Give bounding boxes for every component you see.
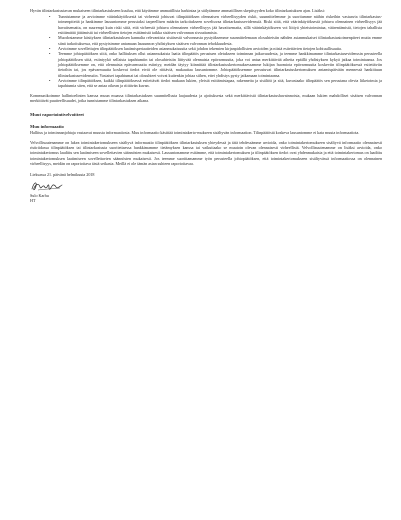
signature-date: Lieksassa 21. päivänä helmikuuta 2018: [30, 172, 95, 178]
list-item: • Muodostamme käsityksen tilintarkastuksen kannalta relevantista sisäisestä valvonnasta pystyäksemme suunnittelemaan olosuhteisiin nähden asianmukaiset tilintarkastustoimenpiteet mutta emme siinä tarkoituksessa, että pystyisimme antamaan lausunnon yhdistyksen sisäisen valvonnan tehokkuudesta.: [49, 35, 382, 46]
bullet-icon: •: [49, 77, 51, 83]
list-item: • Arvioimme sovellettujen tilinpäätöksen laatimisperiaatteiden asianmukaisuutta sekä johdon tekemien kirjanpidollisten arvioiden ja niistä esitettävien tietojen kohtuullisuutta.: [49, 45, 342, 51]
bullet-icon: •: [49, 35, 51, 41]
auditor-responsibility-paragraph: Velvollisuutenamme on lukea toimintakertomukseen sisältyvä informaatio tilinpäätöksen tilintarkastuksen yhteydessä ja tätä tehdessämme arvioida, onko toimintakertomukseen sisältyvä informaatio olennaisesti ristiriidassa tilinpäätöksen tai tilintarkastusta suoritettaessa hankkimamme tietämyksen kanssa tai vaikuttaako se muutoin olevan olennaisesti virheellistä. Velvollisuutenamme on lisäksi arvioida, onko toimintakertomus laadittu sen laatimiseen sovellettavien säännösten mukaisesti. Lausuntonamme esitämme, että toimintakertomuksen ja tilinpäätöksen tiedot ovat yhdenmukaisia ja että toimintakertomus on laadittu toimintakertomuksen laatimiseen sovellettavien säännösten mukaisesti. Jos teemme suorittamamme työn perusteella johtopäätöksen, että toimintakertomukseen sisältyvässä informaatiossa on olennainen virheellisyys, meidän on raportoitava tästä seikasta. Meillä ei ole tämän asian suhteen raportoitavaa.: [30, 139, 382, 167]
communication-paragraph: Kommunikoimme hallintoelinten kanssa muun muassa tilintarkastuksen suunnitellusta laajuudesta ja ajoituksesta sekä merkittävistä tilintarkastushavainnoista, mukaan lukien mahdolliset sisäisen valvonnan merkittävät puutteellisuudet, jotka tunnistamme tilintarkastuksen aikana.: [30, 92, 382, 103]
intro-paragraph: Hyvän tilintarkastustavan mukaiseen tilintarkastukseen kuuluu, että käytämme ammatillista harkintaa ja säilytämme ammatillisen skeptisyyden koko tilintarkastuksen ajan. Lisäksi:: [30, 8, 325, 13]
other-information-heading: Muu informaatio: [30, 124, 64, 130]
list-item: • Tunnistamme ja arvioimme väärinkäytöksestä tai virheestä johtuvat tilinpäätöksen olennaisen virheellisyyden riskit, suunnittelemme ja suoritamme näihin riskeihin vastaavia tilintarkastus-toimenpiteitä ja hankimme lausuntomme perustaksi tarpeellisen määrän tarkoitukseen soveltuvaa tilintarkastusevidenssiä. Riski siitä, että väärinkäytöksestä johtuva olennainen virheellisyys jää havaitsematta, on suurempi kuin riski siitä, että virheestä johtuva olennainen virheellisyys jää havaitsematta, sillä väärinkäytökseen voi liittyä yhteistoimintaa, väärentämistä, tietojen tahallista esittämättä jättämistä tai virheellisten tietojen esittämistä taikka sisäisen valvonnan sivuuttamista.: [49, 13, 382, 35]
bullet-icon: •: [49, 13, 51, 19]
audit-procedures-list: [30, 14, 382, 89]
document-body: [30, 8, 382, 203]
list-item: • Arvioimme tilinpäätöksen, kaikki tilinpäätöksessä esitettävät tiedot mukaan lukien, yleistä esittämistapaa, rakennetta ja sisältöä ja sitä, kuvastaako tilinpäätös sen perustana olevia liiketoimia ja tapahtumia siten, että se antaa oikean ja riittävän kuvan.: [49, 77, 382, 89]
signatory-name: Sulo Karhu: [30, 192, 49, 198]
other-reporting-heading: Muut raportointivelvoitteet: [30, 112, 84, 118]
list-item: • Teemme johtopäätöksen siitä, onko hallituksen ollut asianmukaista laatia tilinpäätös perustuen oletukseen toiminnan jatkuvuudesta, ja teemme hankkimamme tilintarkastusevidenssin perusteella johtopäätöksen siitä, esiintyykö sellaista tapahtumiin tai olosuhteisiin liittyvää olennaista epävarmuutta, joka voi antaa merkittävää aihetta epäillä yhdistyksen kykyä jatkaa toimintaansa. Jos johtopäätöksemme on, että olennaista epävarmuutta esiintyy, meidän täytyy kiinnittää tilintarkastuskertomuksessamme lukijan huomiota epävarmuutta koskeviin tilinpäätöksessä esitettäviin tietoihin tai, jos epävarmuutta koskevat tiedot eivät ole riittäviä, mukauttaa lausuntomme. Johtopäätöksemme perustuvat tilintarkastuskertomuksen antamispäivään mennessä hankittuun tilintarkastusevidenssiin. Vastaiset tapahtumat tai olosuhteet voivat kuitenkin johtaa siihen, ettei yhdistys pysty jatkamaan toimintaansa.: [49, 51, 382, 78]
other-information-paragraph: Hallitus ja toiminnanjohtaja vastaavat muusta informaatiosta. Muu informaatio käsittää toimintakerto-mukseen sisältyvän informaation. Tilinpäätöstä koskeva lausuntomme ei kata muuta informaatiota.: [30, 130, 360, 136]
bullet-icon: •: [49, 51, 51, 57]
handwritten-signature: [30, 179, 64, 193]
bullet-icon: •: [49, 45, 51, 51]
signatory-title: HT: [30, 198, 36, 204]
